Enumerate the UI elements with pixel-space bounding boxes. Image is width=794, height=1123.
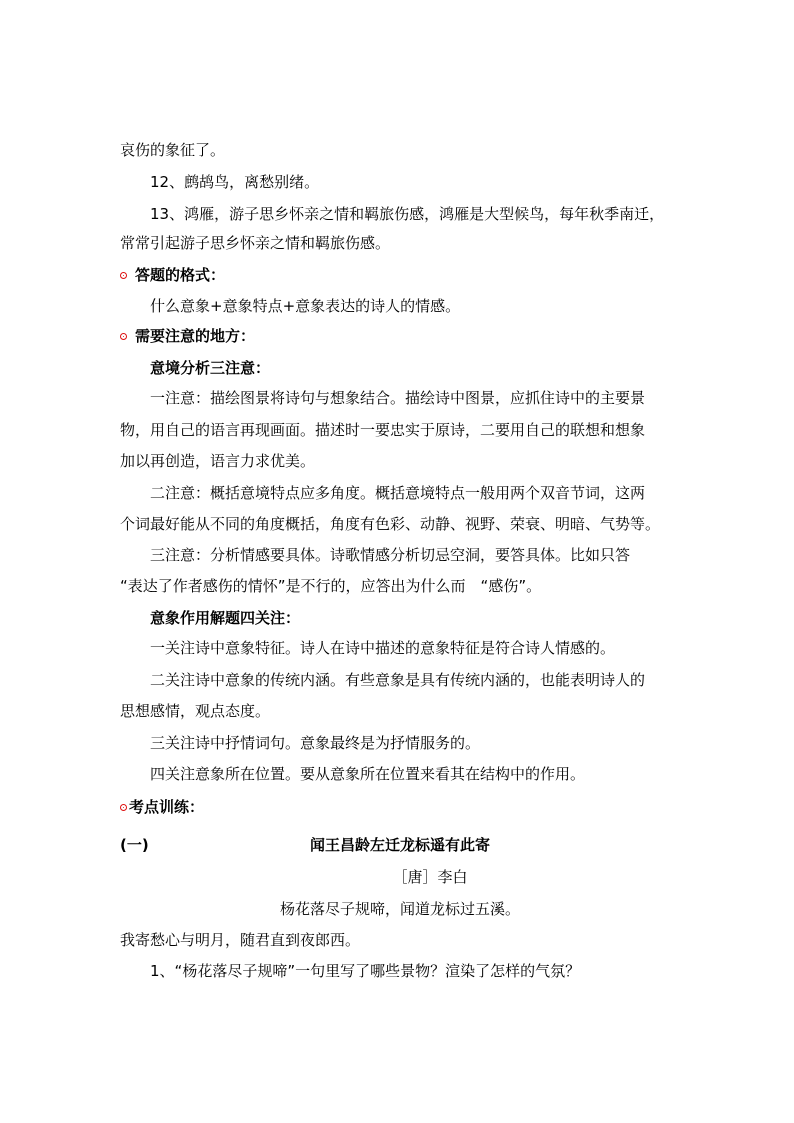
text-line: 三注意：分析情感要具体。诗歌情感分析切忌空洞，要答具体。比如只答	[150, 546, 631, 564]
text-line: 三关注诗中抒情词句。意象最终是为抒情服务的。	[150, 734, 481, 752]
poem-line: 我寄愁心与明月，随君直到夜郎西。	[120, 931, 361, 949]
text-line: “表达了作者感伤的情怀”是不行的，应答出为什么而 “感伤”。	[120, 577, 542, 595]
text-line: 一注意：描绘图景将诗句与想象结合。描绘诗中图景，应抓住诗中的主要景	[150, 389, 646, 407]
text-line: 一关注诗中意象特征。诗人在诗中描述的意象特征是符合诗人情感的。	[150, 639, 616, 657]
heading-answer-format: 答题的格式：	[120, 265, 680, 285]
heading-practice: 考点训练：	[120, 797, 680, 817]
text-line: 什么意象+意象特点+意象表达的诗人的情感。	[150, 297, 461, 315]
text-line: 加以再创造，语言力求优美。	[120, 452, 316, 470]
heading-notes: 需要注意的地方：	[120, 326, 680, 346]
bullet-icon	[120, 804, 127, 811]
section-number: (一)	[120, 836, 149, 854]
subheading: 意象作用解题四关注：	[150, 609, 301, 627]
question: 1、“杨花落尽子规啼”一句里写了哪些景物？渲染了怎样的气氛？	[150, 962, 581, 980]
text-line: 四关注意象所在位置。要从意象所在位置来看其在结构中的作用。	[150, 765, 586, 783]
text-line: 二关注诗中意象的传统内涵。有些意象是具有传统内涵的，也能表明诗人的	[150, 671, 646, 689]
text-line: 思想感情，观点态度。	[120, 702, 271, 720]
text-line: 个词最好能从不同的角度概括，角度有色彩、动静、视野、荣衰、明暗、气势等。	[120, 515, 661, 533]
bullet-icon	[120, 333, 127, 340]
bullet-icon	[120, 272, 127, 279]
text-line: 13、鸿雁，游子思乡怀亲之情和羁旅伤感，鸿雁是大型候鸟，每年秋季南迁，	[150, 205, 665, 223]
poem-author: ［唐］李白	[392, 868, 468, 886]
poem-title: 闻王昌龄左迁龙标遥有此寄	[309, 836, 490, 854]
poem-line: 杨花落尽子规啼，闻道龙标过五溪。	[279, 900, 520, 918]
text-line: 哀伤的象征了。	[120, 141, 226, 159]
subheading: 意境分析三注意：	[150, 359, 271, 377]
text-line: 二注意：概括意境特点应多角度。概括意境特点一般用两个双音节词，这两	[150, 484, 646, 502]
text-line: 物，用自己的语言再现画面。描述时一要忠实于原诗，二要用自己的联想和想象	[120, 421, 646, 439]
text-line: 常常引起游子思乡怀亲之情和羁旅伤感。	[120, 234, 391, 252]
text-line: 12、鹧鸪鸟，离愁别绪。	[150, 173, 320, 191]
